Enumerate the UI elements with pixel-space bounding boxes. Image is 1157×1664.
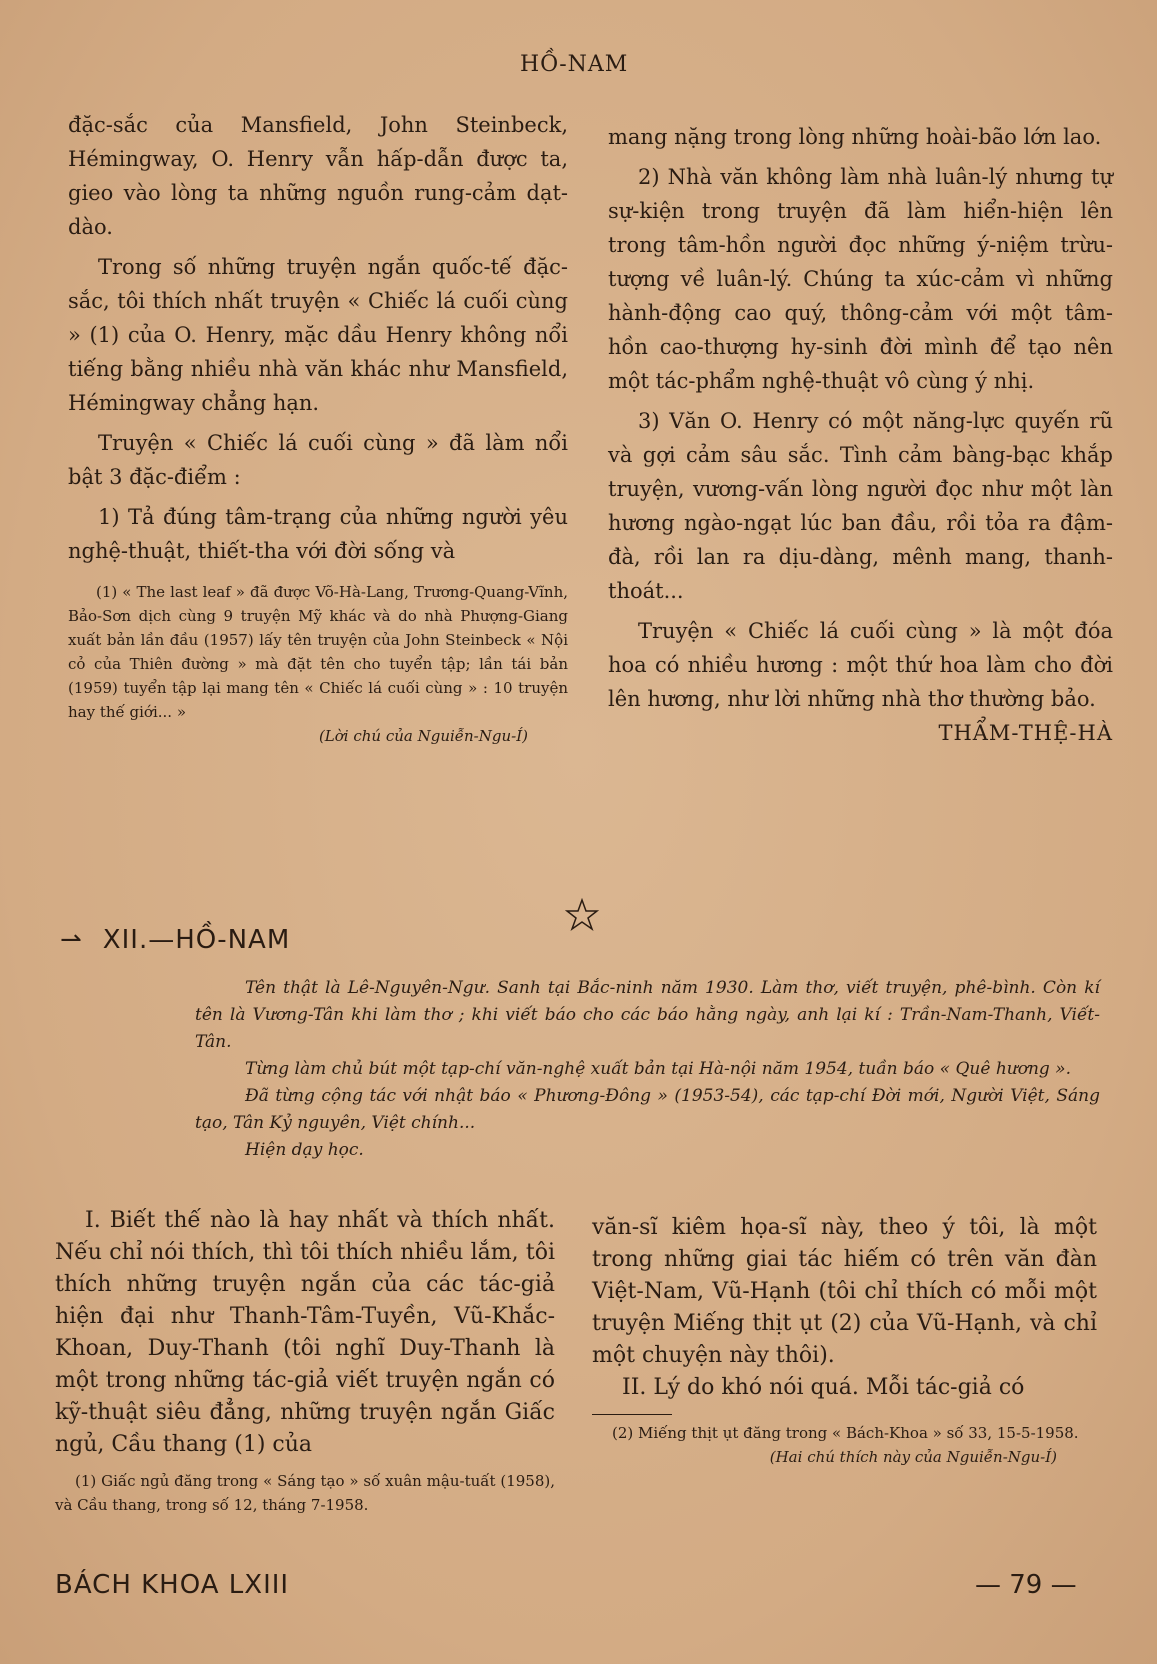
arrow-icon: ⇀ xyxy=(60,925,83,955)
paragraph: 1) Tả đúng tâm-trạng của những người yêu nghệ-thuật, thiết-tha với đời sống và xyxy=(68,505,568,563)
footnote-block xyxy=(68,580,568,748)
footnote: (1) Giấc ngủ đăng trong « Sáng tạo » số xuân mậu-tuất (1958), và Cầu thang, trong số 12, tháng 7-1958. xyxy=(55,1472,555,1514)
top-left-column xyxy=(68,108,568,748)
footnote: (1) « The last leaf » đã được Võ-Hà-Lang, Trương-Quang-Vĩnh, Bảo-Sơn dịch cùng 9 truyện Mỹ khác và do nhà Phượng-Giang xuất bản lần đầu (1957) lấy tên truyện của John Steinbeck « Nội cỏ của Thiên đường » mà đặt tên cho tuyển tập; lần tái bản (1959) tuyển tập lại mang tên « Chiếc lá cuối cùng » : 10 truyện hay thế giới... » xyxy=(68,583,568,721)
paragraph: Trong số những truyện ngắn quốc-tế đặc-sắc, tôi thích nhất truyện « Chiếc lá cuối cùng » (1) của O. Henry, mặc dầu Henry không nổi tiếng bằng nhiều nhà văn khác như Mansfield, Hémingway chẳng hạn. xyxy=(68,255,568,415)
bio-paragraph: Đã từng cộng tác với nhật báo « Phương-Đông » (1953-54), các tạp-chí Đời mới, Người Việt, Sáng tạo, Tân Kỷ nguyên, Việt chính... xyxy=(195,1086,1100,1133)
footnote-block xyxy=(55,1469,555,1517)
bottom-left-column xyxy=(55,1205,555,1517)
bio-paragraph: Hiện dạy học. xyxy=(245,1140,364,1160)
section-title: XII.—HỒ-NAM xyxy=(102,925,291,955)
paragraph: Truyện « Chiếc lá cuối cùng » đã làm nổi bật 3 đặc-điểm : xyxy=(68,431,568,489)
footnote-credit: (Lời chú của Nguiễn-Ngu-Í) xyxy=(318,727,528,745)
magazine-issue: BÁCH KHOA LXIII xyxy=(55,1570,290,1600)
paragraph: 3) Văn O. Henry có một năng-lực quyến rũ và gợi cảm sâu sắc. Tình cảm bàng-bạc khắp truyện, vương-vấn lòng người đọc như một làn hương ngào-ngạt lúc ban đầu, rồi tỏa ra đậm-đà, rồi lan ra dịu-dàng, mênh mang, thanh-thoát... xyxy=(608,409,1113,603)
bottom-right-column xyxy=(592,1212,1097,1469)
paragraph: văn-sĩ kiêm họa-sĩ này, theo ý tôi, là một trong những giai tác hiếm có trên văn đàn Việt-Nam, Vũ-Hạnh (tôi chỉ thích có mỗi một truyện Miếng thịt ụt (2) của Vũ-Hạnh, và chỉ một chuyện này thôi). xyxy=(592,1215,1097,1368)
paragraph: II. Lý do khó nói quá. Mỗi tác-giả có xyxy=(622,1375,1025,1400)
running-title: HỒ-NAM xyxy=(520,52,629,77)
paragraph: Truyện « Chiếc lá cuối cùng » là một đóa hoa có nhiều hương : một thứ hoa làm cho đời lên hương, như lời những nhà thơ thường bảo. xyxy=(608,619,1113,711)
author-signature: THẨM-THỆ-HÀ xyxy=(938,721,1113,745)
paragraph: mang nặng trong lòng những hoài-bão lớn lao. xyxy=(608,125,1102,149)
paragraph: đặc-sắc của Mansfield, John Steinbeck, Hémingway, O. Henry vẫn hấp-dẫn được ta, gieo vào lòng ta những nguồn rung-cảm dạt-dào. xyxy=(68,113,568,239)
bio-paragraph: Tên thật là Lê-Nguyên-Ngư. Sanh tại Bắc-ninh năm 1930. Làm thơ, viết truyện, phê-bình. Còn kí tên là Vương-Tân khi làm thơ ; khi viết báo cho các báo hằng ngày, anh lại kí : Trần-Nam-Thanh, Viết-Tân. xyxy=(195,978,1100,1052)
page-number: — 79 — xyxy=(975,1570,1077,1600)
footnote-divider xyxy=(592,1414,672,1415)
footnote-credit: (Hai chú thích này của Nguiễn-Ngu-Í) xyxy=(769,1448,1057,1466)
top-right-column xyxy=(608,120,1113,750)
section-heading xyxy=(60,925,290,955)
author-bio xyxy=(195,975,1100,1164)
footnote: (2) Miếng thịt ụt đăng trong « Bách-Khoa » số 33, 15-5-1958. xyxy=(612,1424,1079,1442)
star-icon xyxy=(565,898,599,932)
bio-paragraph: Từng làm chủ bút một tạp-chí văn-nghệ xuất bản tại Hà-nội năm 1954, tuần báo « Quê hương ». xyxy=(245,1059,1071,1079)
paragraph: 2) Nhà văn không làm nhà luân-lý nhưng tự sự-kiện trong truyện đã làm hiển-hiện lên trong tâm-hồn người đọc những ý-niệm trừu-tượng về luân-lý. Chúng ta xúc-cảm vì những hành-động cao quý, thông-cảm với một tâm-hồn cao-thượng hy-sinh đời mình để tạo nên một tác-phẩm nghệ-thuật vô cùng ý nhị. xyxy=(608,165,1113,393)
paragraph: I. Biết thế nào là hay nhất và thích nhất. Nếu chỉ nói thích, thì tôi thích nhiều lắm, tôi thích những truyện ngắn của các tác-giả hiện đại như Thanh-Tâm-Tuyền, Vũ-Khắc-Khoan, Duy-Thanh (tôi nghĩ Duy-Thanh là một trong những tác-giả viết truyện ngắn có kỹ-thuật siêu đẳng, những truyện ngắn Giấc ngủ, Cầu thang (1) của xyxy=(55,1208,555,1457)
footnote-block xyxy=(592,1421,1097,1469)
